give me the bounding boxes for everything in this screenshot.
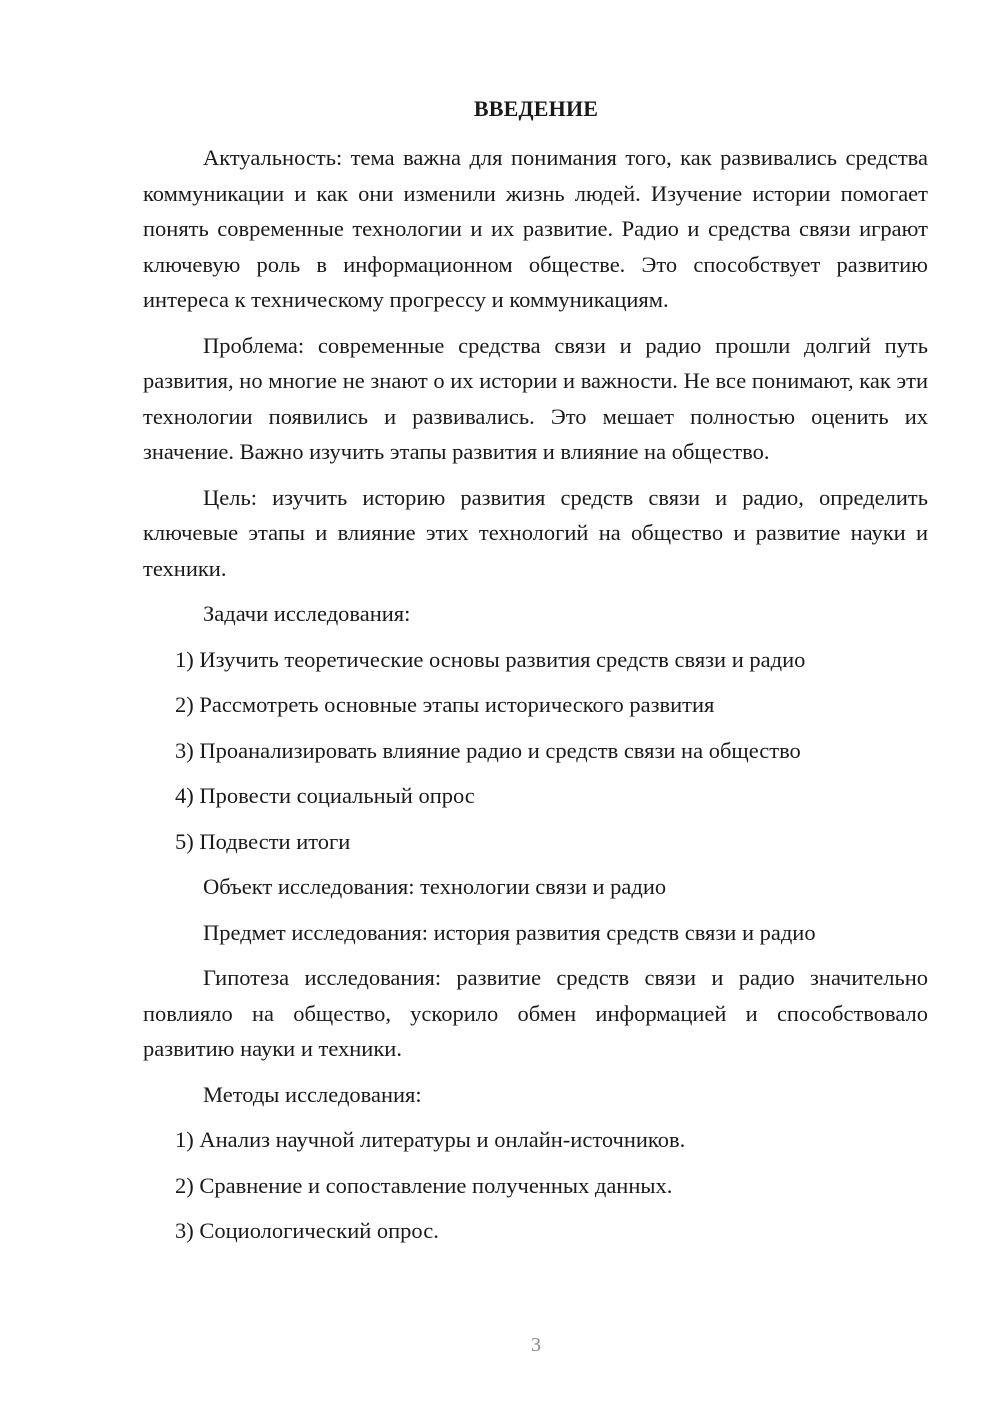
problem-paragraph: Проблема: современные средства связи и радио прошли долгий путь развития, но многие не знают о их истории и важности. Не все понимают, как эти технологии появились и развивались. Это мешает полностью оценить их значение. Важно изучить этапы развития и влияние на общество.	[143, 332, 928, 464]
relevance-paragraph: Актуальность: тема важна для понимания того, как развивались средства коммуникации и как они изменили жизнь людей. Изучение истории помогает понять современные технологии и их развитие. Радио и средства связи играют ключевую роль в информационном обществе. Это способствует развитию интереса к техническому прогрессу и коммуникациям.	[143, 145, 928, 312]
method-item: 3) Социологический опрос.	[175, 1218, 439, 1243]
task-item: 4) Провести социальный опрос	[175, 783, 475, 808]
method-item: 2) Сравнение и сопоставление полученных данных.	[175, 1172, 673, 1198]
page-body	[143, 140, 928, 1259]
task-item: 2) Рассмотреть основные этапы исторического развития	[175, 692, 715, 717]
page-title: ВВЕДЕНИЕ	[473, 96, 599, 121]
task-item: 5) Подвести итоги	[175, 828, 351, 854]
methods-heading: Методы исследования:	[203, 1081, 422, 1107]
goal-paragraph: Цель: изучить историю развития средств связи и радио, определить ключевые этапы и влияние этих технологий на общество и развитие науки и техники.	[143, 484, 928, 581]
page-number: 3	[531, 1334, 541, 1356]
method-item: 1) Анализ научной литературы и онлайн-источников.	[175, 1127, 686, 1152]
task-item: 1) Изучить теоретические основы развития средств связи и радио	[175, 646, 806, 672]
task-item: 3) Проанализировать влияние радио и средств связи на общество	[175, 737, 801, 763]
hypothesis-paragraph: Гипотеза исследования: развитие средств связи и радио значительно повлияло на общество, ускорило обмен информацией и способствовало развитию науки и техники.	[143, 965, 928, 1061]
research-object: Объект исследования: технологии связи и радио	[203, 874, 667, 899]
tasks-heading: Задачи исследования:	[203, 601, 411, 626]
research-subject: Предмет исследования: история развития средств связи и радио	[203, 919, 816, 945]
